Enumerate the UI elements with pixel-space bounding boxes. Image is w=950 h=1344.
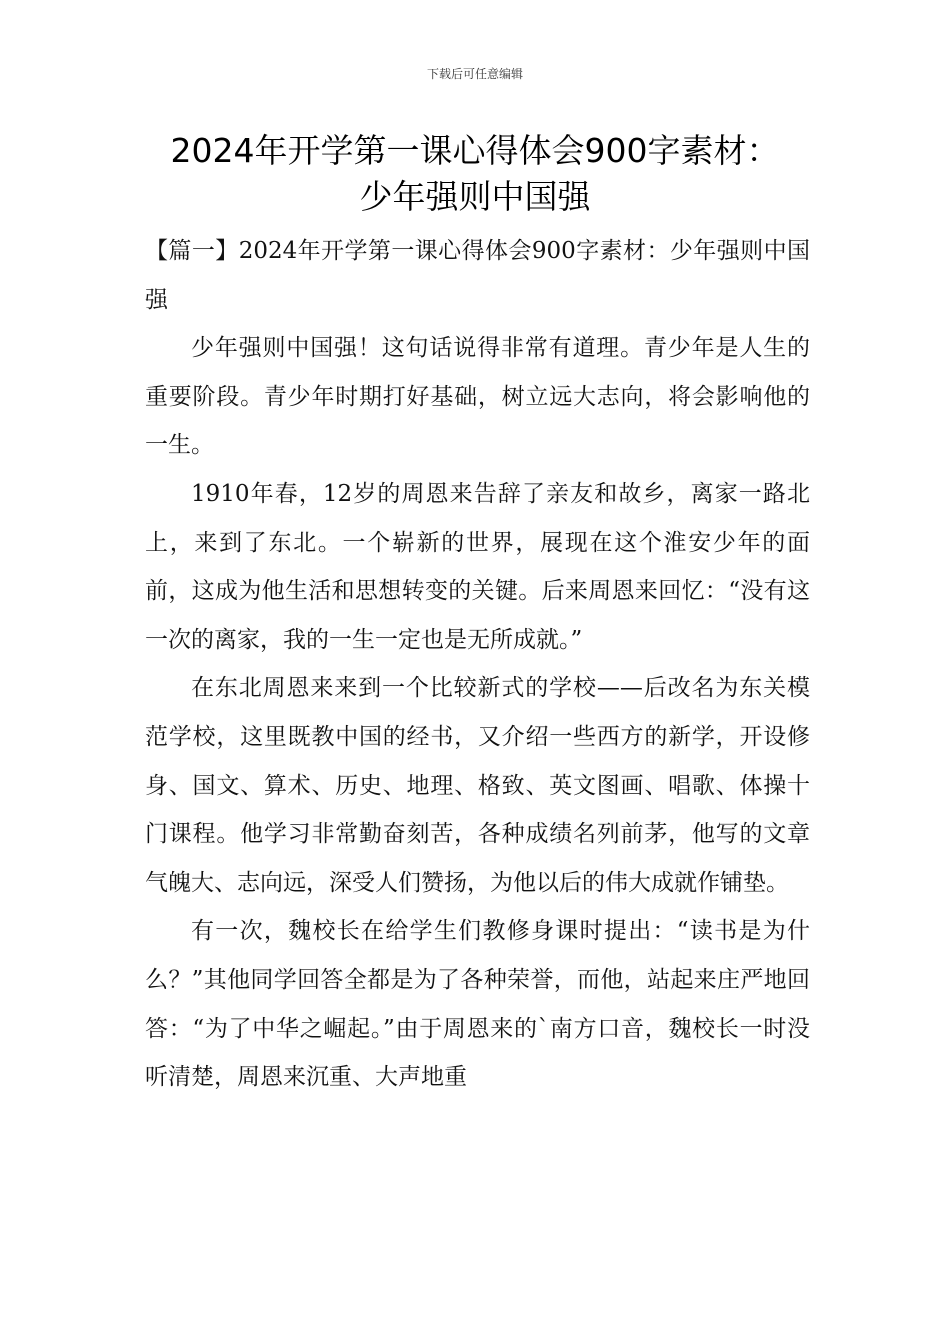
paragraph-1: 少年强则中国强！这句话说得非常有道理。青少年是人生的重要阶段。青少年时期打好基础，树立远大志向，将会影响他的一生。 xyxy=(145,335,810,459)
section-heading: 【篇一】2024年开学第一课心得体会900字素材：少年强则中国强 xyxy=(145,238,810,313)
paragraph-3: 在东北周恩来来到一个比较新式的学校——后改名为东关模范学校，这里既教中国的经书，又介绍一些西方的新学，开设修身、国文、算术、历史、地理、格致、英文图画、唱歌、体操十门课程。他学习非常勤奋刻苦，各种成绩名列前茅，他写的文章气魄大、志向远，深受人们赞扬，为他以后的伟大成就作铺垫。 xyxy=(145,675,810,896)
page-header-note: 下载后可任意编辑 xyxy=(426,67,523,81)
paragraph-2: 1910年春，12岁的周恩来告辞了亲友和故乡，离家一路北上，来到了东北。一个崭新的世界，展现在这个淮安少年的面前，这成为他生活和思想转变的关键。后来周恩来回忆：“没有这一次的离家，我的一生一定也是无所成就。” xyxy=(145,480,810,653)
document-body xyxy=(145,227,810,1102)
document-title xyxy=(120,128,830,220)
document-title-line-2: 少年强则中国强 xyxy=(359,177,591,216)
document-title-line-1: 2024年开学第一课心得体会900字素材： xyxy=(170,131,780,170)
paragraph-4: 有一次，魏校长在给学生们教修身课时提出：“读书是为什么？”其他同学回答全都是为了各种荣誉，而他，站起来庄严地回答：“为了中华之崛起。”由于周恩来的`南方口音，魏校长一时没听清楚，周恩来沉重、大声地重 xyxy=(145,918,810,1091)
